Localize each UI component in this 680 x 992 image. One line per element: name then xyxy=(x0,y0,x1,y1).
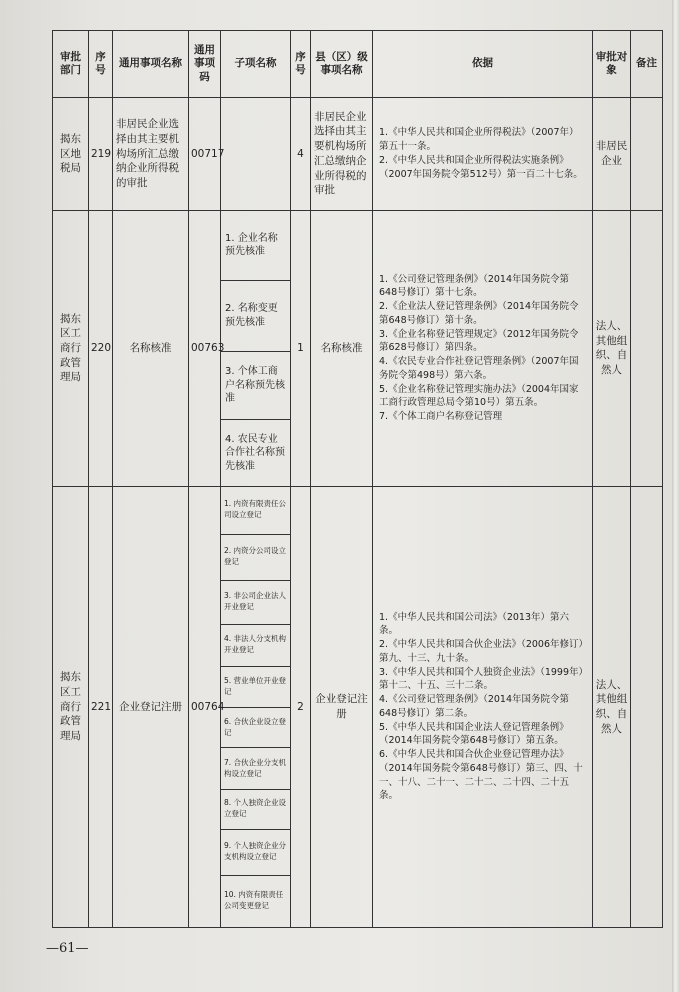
header-item-name: 通用事项名称 xyxy=(113,31,189,98)
seq-cell: 221 xyxy=(89,486,113,927)
basis-line: 4.《公司登记管理条例》（2014年国务院令第648号修订）第二条。 xyxy=(379,694,569,719)
basis-line: 2.《企业法人登记管理条例》（2014年国务院令第648号修订）第十条。 xyxy=(379,301,579,326)
sub-item-cell: 10. 内资有限责任公司变更登记 xyxy=(221,875,291,927)
dept-cell: 揭东区工商行政管理局 xyxy=(53,486,89,927)
table-row xyxy=(53,486,663,534)
sub-seq-cell: 1 xyxy=(291,210,311,486)
item-code-cell: 00763 xyxy=(189,210,221,486)
sub-item-cell: 1. 内资有限责任公司设立登记 xyxy=(221,486,291,534)
item-code-cell: 00717 xyxy=(189,97,221,210)
basis-cell xyxy=(373,210,593,486)
sub-item-cell: 5. 营业单位开业登记 xyxy=(221,666,291,708)
basis-line: 2.《中华人民共和国企业所得税法实施条例》（2007年国务院令第512号）第一百二十七条。 xyxy=(379,154,583,180)
header-target: 审批对象 xyxy=(593,31,631,98)
county-name-cell: 企业登记注册 xyxy=(311,486,373,927)
header-county-name: 县（区）级事项名称 xyxy=(311,31,373,98)
note-cell xyxy=(631,97,663,210)
sub-item-cell: 6. 合伙企业设立登记 xyxy=(221,708,291,748)
basis-line: 1.《中华人民共和国公司法》（2013年）第六条。 xyxy=(379,611,569,637)
header-seq: 序号 xyxy=(89,31,113,98)
approval-table xyxy=(52,30,663,928)
basis-line: 5.《企业名称登记管理实施办法》（2004年国家工商行政管理总局令第10号）第五条。 xyxy=(379,383,579,409)
target-cell: 非居民企业 xyxy=(593,97,631,210)
target-cell: 法人、其他组织、自然人 xyxy=(593,210,631,486)
header-dept: 审批部门 xyxy=(53,31,89,98)
header-sub-seq: 序号 xyxy=(291,31,311,98)
header-sub-name: 子项名称 xyxy=(221,31,291,98)
basis-cell xyxy=(373,486,593,927)
item-code-cell: 00764 xyxy=(189,486,221,927)
sub-item-cell: 4. 农民专业合作社名称预先核准 xyxy=(221,419,291,486)
basis-line: 2.《中华人民共和国合伙企业法》（2006年修订）第九、十三、九十条。 xyxy=(379,639,584,664)
basis-line: 3.《中华人民共和国个人独资企业法》（1999年）第十二、十五、三十二条。 xyxy=(379,666,584,692)
sub-item-cell: 7. 合伙企业分支机构设立登记 xyxy=(221,748,291,790)
dept-cell: 揭东区地税局 xyxy=(53,97,89,210)
sub-item-cell: 8. 个人独资企业设立登记 xyxy=(221,789,291,829)
seq-cell: 219 xyxy=(89,97,113,210)
sub-item-cell: 2. 名称变更预先核准 xyxy=(221,280,291,351)
sub-seq-cell: 2 xyxy=(291,486,311,927)
header-note: 备注 xyxy=(631,31,663,98)
basis-line: 7.《个体工商户名称登记管理 xyxy=(379,411,503,423)
sub-item-cell: 9. 个人独资企业分支机构设立登记 xyxy=(221,829,291,875)
county-name-cell: 非居民企业选择由其主要机构场所汇总缴纳企业所得税的审批 xyxy=(311,97,373,210)
item-name-cell: 非居民企业选择由其主要机构场所汇总缴纳企业所得税的审批 xyxy=(113,97,189,210)
basis-line: 3.《企业名称登记管理规定》（2012年国务院令第628号修订）第四条。 xyxy=(379,328,579,354)
header-basis: 依据 xyxy=(373,31,593,98)
basis-line: 4.《农民专业合作社登记管理条例》（2007年国务院令第498号）第六条。 xyxy=(379,356,579,381)
item-name-cell: 企业登记注册 xyxy=(113,486,189,927)
page-number: —61— xyxy=(46,941,89,956)
sub-item-cell: 3. 非公司企业法人开业登记 xyxy=(221,580,291,624)
sub-item-cell: 3. 个体工商户名称预先核准 xyxy=(221,351,291,419)
seq-cell: 220 xyxy=(89,210,113,486)
sub-item-cell: 2. 内资分公司设立登记 xyxy=(221,534,291,580)
page-edge xyxy=(672,0,680,992)
county-name-cell: 名称核准 xyxy=(311,210,373,486)
basis-cell xyxy=(373,97,593,210)
note-cell xyxy=(631,210,663,486)
item-name-cell: 名称核准 xyxy=(113,210,189,486)
sub-item-cell: 1. 企业名称预先核准 xyxy=(221,210,291,280)
table-row xyxy=(53,97,663,210)
sub-item-cell: 4. 非法人分支机构开业登记 xyxy=(221,624,291,666)
target-cell: 法人、其他组织、自然人 xyxy=(593,486,631,927)
header-row xyxy=(53,31,663,98)
table-row xyxy=(53,210,663,280)
header-item-code: 通用事项码 xyxy=(189,31,221,98)
basis-line: 1.《公司登记管理条例》（2014年国务院令第648号修订）第十七条。 xyxy=(379,273,569,299)
note-cell xyxy=(631,486,663,927)
sub-item-cell xyxy=(221,97,291,210)
basis-line: 5.《中华人民共和国企业法人登记管理条例》（2014年国务院令第648号修订）第五条。 xyxy=(379,721,569,747)
dept-cell: 揭东区工商行政管理局 xyxy=(53,210,89,486)
sub-seq-cell: 4 xyxy=(291,97,311,210)
basis-line: 6.《中华人民共和国合伙企业登记管理办法》（2014年国务院令第648号修订）第三、四、十一、十八、二十一、二十二、二十四、二十五条。 xyxy=(379,749,583,802)
basis-line: 1.《中华人民共和国企业所得税法》（2007年）第五十一条。 xyxy=(379,127,579,153)
